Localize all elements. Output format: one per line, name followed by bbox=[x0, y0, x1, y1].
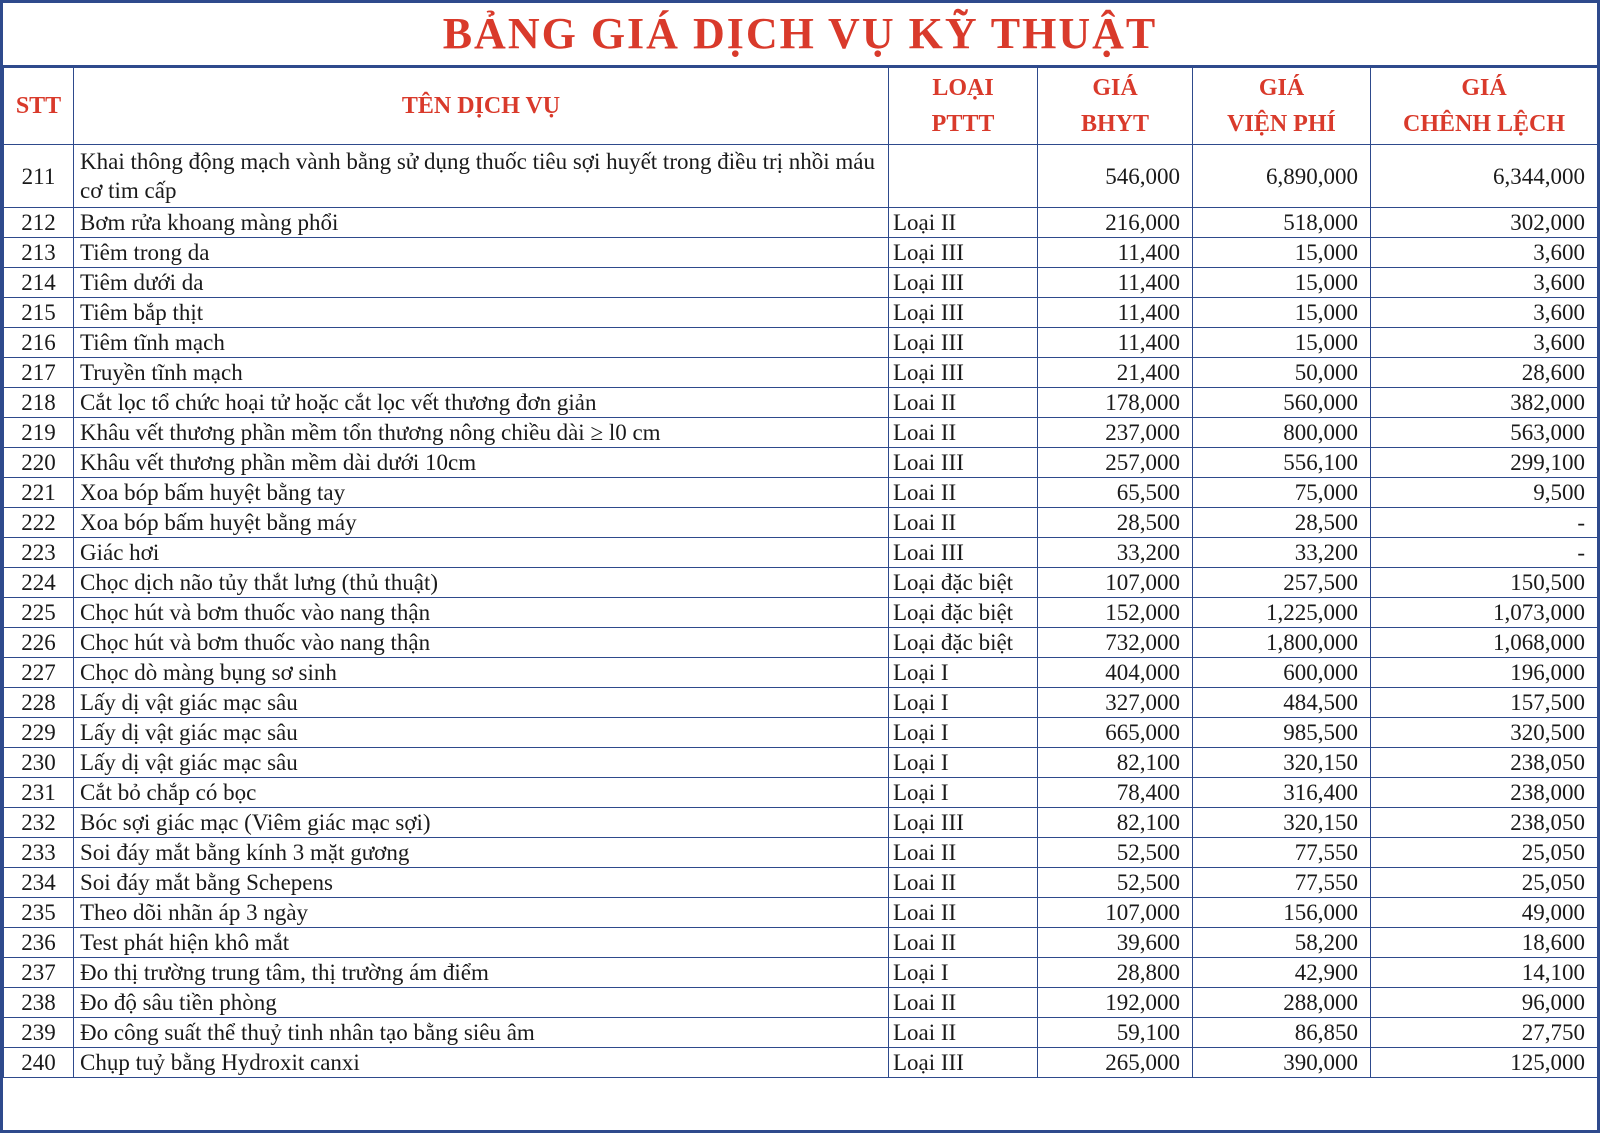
cell-hospital-fee: 42,900 bbox=[1193, 958, 1371, 988]
cell-bhyt-price: 192,000 bbox=[1038, 988, 1193, 1018]
cell-difference: 25,050 bbox=[1371, 838, 1598, 868]
cell-bhyt-price: 178,000 bbox=[1038, 388, 1193, 418]
cell-difference: 238,050 bbox=[1371, 748, 1598, 778]
cell-hospital-fee: 15,000 bbox=[1193, 268, 1371, 298]
cell-bhyt-price: 11,400 bbox=[1038, 268, 1193, 298]
cell-service-name: Tiêm bắp thịt bbox=[74, 298, 889, 328]
table-row bbox=[4, 238, 1598, 268]
cell-stt: 226 bbox=[4, 628, 74, 658]
table-row bbox=[4, 538, 1598, 568]
cell-bhyt-price: 11,400 bbox=[1038, 298, 1193, 328]
cell-stt: 238 bbox=[4, 988, 74, 1018]
cell-hospital-fee: 1,800,000 bbox=[1193, 628, 1371, 658]
cell-hospital-fee: 75,000 bbox=[1193, 478, 1371, 508]
cell-bhyt-price: 82,100 bbox=[1038, 808, 1193, 838]
table-row bbox=[4, 568, 1598, 598]
cell-type: Loại I bbox=[889, 778, 1038, 808]
cell-service-name: Soi đáy mắt bằng kính 3 mặt gương bbox=[74, 838, 889, 868]
header-bhyt-price bbox=[1038, 68, 1193, 145]
header-hospital-fee bbox=[1193, 68, 1371, 145]
cell-type: Loại III bbox=[889, 238, 1038, 268]
cell-stt: 237 bbox=[4, 958, 74, 988]
cell-type: Loại I bbox=[889, 658, 1038, 688]
table-row bbox=[4, 298, 1598, 328]
table-row bbox=[4, 358, 1598, 388]
cell-stt: 211 bbox=[4, 145, 74, 208]
cell-bhyt-price: 28,800 bbox=[1038, 958, 1193, 988]
table-row bbox=[4, 718, 1598, 748]
header-type-line2: PTTT bbox=[931, 111, 995, 137]
cell-stt: 221 bbox=[4, 478, 74, 508]
cell-stt: 232 bbox=[4, 808, 74, 838]
cell-stt: 235 bbox=[4, 898, 74, 928]
cell-hospital-fee: 77,550 bbox=[1193, 868, 1371, 898]
cell-bhyt-price: 257,000 bbox=[1038, 448, 1193, 478]
cell-difference: 157,500 bbox=[1371, 688, 1598, 718]
table-row bbox=[4, 658, 1598, 688]
cell-type: Loai II bbox=[889, 478, 1038, 508]
table-row bbox=[4, 1048, 1598, 1078]
cell-service-name: Soi đáy mắt bằng Schepens bbox=[74, 868, 889, 898]
cell-stt: 239 bbox=[4, 1018, 74, 1048]
cell-type: Loại III bbox=[889, 268, 1038, 298]
cell-bhyt-price: 59,100 bbox=[1038, 1018, 1193, 1048]
cell-stt: 231 bbox=[4, 778, 74, 808]
cell-difference: 27,750 bbox=[1371, 1018, 1598, 1048]
cell-type: Loai II bbox=[889, 388, 1038, 418]
cell-stt: 225 bbox=[4, 598, 74, 628]
cell-service-name: Lấy dị vật giác mạc sâu bbox=[74, 688, 889, 718]
cell-service-name: Theo dõi nhãn áp 3 ngày bbox=[74, 898, 889, 928]
header-type-line1: LOẠI bbox=[932, 75, 994, 101]
cell-difference: 6,344,000 bbox=[1371, 145, 1598, 208]
cell-difference: 302,000 bbox=[1371, 208, 1598, 238]
cell-difference: 3,600 bbox=[1371, 238, 1598, 268]
cell-hospital-fee: 316,400 bbox=[1193, 778, 1371, 808]
cell-type: Loai III bbox=[889, 538, 1038, 568]
cell-service-name: Khai thông động mạch vành bằng sử dụng thuốc tiêu sợi huyết trong điều trị nhồi máu cơ tim cấp bbox=[74, 145, 889, 208]
cell-difference: 9,500 bbox=[1371, 478, 1598, 508]
table-row bbox=[4, 778, 1598, 808]
header-bhyt-line1: GIÁ bbox=[1092, 75, 1138, 101]
table-row bbox=[4, 838, 1598, 868]
cell-stt: 213 bbox=[4, 238, 74, 268]
header-chenhlech-line2: CHÊNH LỆCH bbox=[1402, 111, 1566, 137]
cell-stt: 217 bbox=[4, 358, 74, 388]
cell-service-name: Đo công suất thể thuỷ tinh nhân tạo bằng siêu âm bbox=[74, 1018, 889, 1048]
cell-type: Loại III bbox=[889, 808, 1038, 838]
cell-bhyt-price: 107,000 bbox=[1038, 898, 1193, 928]
cell-stt: 215 bbox=[4, 298, 74, 328]
cell-hospital-fee: 288,000 bbox=[1193, 988, 1371, 1018]
cell-stt: 224 bbox=[4, 568, 74, 598]
cell-difference: 125,000 bbox=[1371, 1048, 1598, 1078]
header-service-name: TÊN DỊCH VỤ bbox=[74, 68, 889, 145]
cell-stt: 236 bbox=[4, 928, 74, 958]
header-stt: STT bbox=[4, 68, 74, 145]
header-difference bbox=[1371, 68, 1598, 145]
cell-type: Loai II bbox=[889, 868, 1038, 898]
cell-service-name: Chọc dò màng bụng sơ sinh bbox=[74, 658, 889, 688]
cell-bhyt-price: 107,000 bbox=[1038, 568, 1193, 598]
table-row bbox=[4, 868, 1598, 898]
cell-service-name: Đo độ sâu tiền phòng bbox=[74, 988, 889, 1018]
cell-stt: 216 bbox=[4, 328, 74, 358]
cell-service-name: Lấy dị vật giác mạc sâu bbox=[74, 718, 889, 748]
cell-bhyt-price: 732,000 bbox=[1038, 628, 1193, 658]
table-header-row bbox=[4, 68, 1598, 145]
cell-hospital-fee: 518,000 bbox=[1193, 208, 1371, 238]
cell-hospital-fee: 33,200 bbox=[1193, 538, 1371, 568]
cell-bhyt-price: 82,100 bbox=[1038, 748, 1193, 778]
table-row bbox=[4, 448, 1598, 478]
cell-service-name: Khâu vết thương phần mềm dài dưới 10cm bbox=[74, 448, 889, 478]
cell-hospital-fee: 58,200 bbox=[1193, 928, 1371, 958]
cell-hospital-fee: 257,500 bbox=[1193, 568, 1371, 598]
cell-difference: 320,500 bbox=[1371, 718, 1598, 748]
table-row bbox=[4, 688, 1598, 718]
cell-type: Loai II bbox=[889, 418, 1038, 448]
cell-stt: 240 bbox=[4, 1048, 74, 1078]
cell-type: Loại I bbox=[889, 718, 1038, 748]
cell-bhyt-price: 33,200 bbox=[1038, 538, 1193, 568]
cell-service-name: Khâu vết thương phần mềm tổn thương nông chiều dài ≥ l0 cm bbox=[74, 418, 889, 448]
cell-stt: 214 bbox=[4, 268, 74, 298]
cell-type: Loai II bbox=[889, 988, 1038, 1018]
cell-type: Loại II bbox=[889, 208, 1038, 238]
cell-bhyt-price: 327,000 bbox=[1038, 688, 1193, 718]
cell-type: Loại III bbox=[889, 1048, 1038, 1078]
cell-difference: 3,600 bbox=[1371, 268, 1598, 298]
cell-service-name: Chọc hút và bơm thuốc vào nang thận bbox=[74, 598, 889, 628]
cell-service-name: Tiêm dưới da bbox=[74, 268, 889, 298]
page-title: BẢNG GIÁ DỊCH VỤ KỸ THUẬT bbox=[3, 3, 1597, 67]
cell-stt: 234 bbox=[4, 868, 74, 898]
cell-bhyt-price: 152,000 bbox=[1038, 598, 1193, 628]
cell-bhyt-price: 65,500 bbox=[1038, 478, 1193, 508]
cell-type: Loại I bbox=[889, 958, 1038, 988]
cell-bhyt-price: 28,500 bbox=[1038, 508, 1193, 538]
cell-hospital-fee: 600,000 bbox=[1193, 658, 1371, 688]
cell-difference: 25,050 bbox=[1371, 868, 1598, 898]
cell-type: Loại I bbox=[889, 688, 1038, 718]
cell-bhyt-price: 265,000 bbox=[1038, 1048, 1193, 1078]
table-row bbox=[4, 958, 1598, 988]
cell-hospital-fee: 86,850 bbox=[1193, 1018, 1371, 1048]
cell-difference: 196,000 bbox=[1371, 658, 1598, 688]
cell-hospital-fee: 560,000 bbox=[1193, 388, 1371, 418]
cell-hospital-fee: 484,500 bbox=[1193, 688, 1371, 718]
cell-difference: 96,000 bbox=[1371, 988, 1598, 1018]
cell-hospital-fee: 15,000 bbox=[1193, 298, 1371, 328]
table-row bbox=[4, 478, 1598, 508]
cell-bhyt-price: 52,500 bbox=[1038, 868, 1193, 898]
cell-service-name: Truyền tĩnh mạch bbox=[74, 358, 889, 388]
cell-hospital-fee: 1,225,000 bbox=[1193, 598, 1371, 628]
cell-difference: 3,600 bbox=[1371, 328, 1598, 358]
cell-service-name: Bơm rửa khoang màng phổi bbox=[74, 208, 889, 238]
cell-service-name: Lấy dị vật giác mạc sâu bbox=[74, 748, 889, 778]
cell-difference: 18,600 bbox=[1371, 928, 1598, 958]
cell-hospital-fee: 77,550 bbox=[1193, 838, 1371, 868]
cell-bhyt-price: 546,000 bbox=[1038, 145, 1193, 208]
table-row bbox=[4, 898, 1598, 928]
header-chenhlech-line1: GIÁ bbox=[1461, 75, 1507, 101]
table-row bbox=[4, 388, 1598, 418]
cell-difference: - bbox=[1371, 538, 1598, 568]
cell-stt: 230 bbox=[4, 748, 74, 778]
table-row bbox=[4, 208, 1598, 238]
cell-stt: 220 bbox=[4, 448, 74, 478]
cell-difference: 28,600 bbox=[1371, 358, 1598, 388]
cell-type bbox=[889, 145, 1038, 208]
cell-stt: 227 bbox=[4, 658, 74, 688]
table-row bbox=[4, 628, 1598, 658]
table-row bbox=[4, 268, 1598, 298]
cell-stt: 229 bbox=[4, 718, 74, 748]
table-row bbox=[4, 598, 1598, 628]
table-row bbox=[4, 928, 1598, 958]
cell-difference: 14,100 bbox=[1371, 958, 1598, 988]
cell-hospital-fee: 556,100 bbox=[1193, 448, 1371, 478]
table-row bbox=[4, 508, 1598, 538]
cell-hospital-fee: 15,000 bbox=[1193, 238, 1371, 268]
cell-type: Loại đặc biệt bbox=[889, 568, 1038, 598]
cell-type: Loại III bbox=[889, 328, 1038, 358]
cell-difference: 3,600 bbox=[1371, 298, 1598, 328]
cell-type: Loai II bbox=[889, 898, 1038, 928]
table-row bbox=[4, 988, 1598, 1018]
cell-hospital-fee: 156,000 bbox=[1193, 898, 1371, 928]
cell-type: Loại đặc biệt bbox=[889, 598, 1038, 628]
cell-hospital-fee: 6,890,000 bbox=[1193, 145, 1371, 208]
cell-type: Loai II bbox=[889, 928, 1038, 958]
table-row bbox=[4, 328, 1598, 358]
cell-hospital-fee: 320,150 bbox=[1193, 748, 1371, 778]
cell-hospital-fee: 320,150 bbox=[1193, 808, 1371, 838]
cell-service-name: Cắt lọc tổ chức hoại tử hoặc cắt lọc vết thương đơn giản bbox=[74, 388, 889, 418]
cell-bhyt-price: 11,400 bbox=[1038, 238, 1193, 268]
cell-bhyt-price: 237,000 bbox=[1038, 418, 1193, 448]
cell-type: Loai II bbox=[889, 508, 1038, 538]
cell-type: Loại III bbox=[889, 358, 1038, 388]
cell-hospital-fee: 985,500 bbox=[1193, 718, 1371, 748]
cell-service-name: Chọc dịch não tủy thắt lưng (thủ thuật) bbox=[74, 568, 889, 598]
cell-bhyt-price: 11,400 bbox=[1038, 328, 1193, 358]
cell-type: Loai II bbox=[889, 838, 1038, 868]
table-row bbox=[4, 808, 1598, 838]
header-vienphi-line2: VIỆN PHÍ bbox=[1227, 111, 1336, 137]
table-body bbox=[4, 145, 1598, 1078]
cell-difference: 1,068,000 bbox=[1371, 628, 1598, 658]
cell-type: Loai III bbox=[889, 448, 1038, 478]
cell-hospital-fee: 800,000 bbox=[1193, 418, 1371, 448]
cell-stt: 233 bbox=[4, 838, 74, 868]
cell-hospital-fee: 28,500 bbox=[1193, 508, 1371, 538]
cell-stt: 219 bbox=[4, 418, 74, 448]
cell-bhyt-price: 78,400 bbox=[1038, 778, 1193, 808]
cell-bhyt-price: 665,000 bbox=[1038, 718, 1193, 748]
cell-hospital-fee: 390,000 bbox=[1193, 1048, 1371, 1078]
cell-difference: 49,000 bbox=[1371, 898, 1598, 928]
cell-bhyt-price: 52,500 bbox=[1038, 838, 1193, 868]
cell-stt: 223 bbox=[4, 538, 74, 568]
cell-service-name: Chụp tuỷ bằng Hydroxit canxi bbox=[74, 1048, 889, 1078]
cell-type: Loai II bbox=[889, 1018, 1038, 1048]
cell-stt: 228 bbox=[4, 688, 74, 718]
cell-stt: 218 bbox=[4, 388, 74, 418]
price-table bbox=[3, 67, 1598, 1078]
table-row bbox=[4, 145, 1598, 208]
cell-difference: 563,000 bbox=[1371, 418, 1598, 448]
cell-difference: - bbox=[1371, 508, 1598, 538]
table-row bbox=[4, 748, 1598, 778]
cell-service-name: Tiêm trong da bbox=[74, 238, 889, 268]
cell-service-name: Cắt bỏ chắp có bọc bbox=[74, 778, 889, 808]
cell-service-name: Bóc sợi giác mạc (Viêm giác mạc sợi) bbox=[74, 808, 889, 838]
cell-type: Loại đặc biệt bbox=[889, 628, 1038, 658]
table-row bbox=[4, 1018, 1598, 1048]
cell-service-name: Test phát hiện khô mắt bbox=[74, 928, 889, 958]
cell-difference: 382,000 bbox=[1371, 388, 1598, 418]
cell-hospital-fee: 15,000 bbox=[1193, 328, 1371, 358]
cell-stt: 212 bbox=[4, 208, 74, 238]
cell-service-name: Xoa bóp bấm huyệt bằng máy bbox=[74, 508, 889, 538]
cell-difference: 238,050 bbox=[1371, 808, 1598, 838]
cell-bhyt-price: 404,000 bbox=[1038, 658, 1193, 688]
cell-hospital-fee: 50,000 bbox=[1193, 358, 1371, 388]
cell-stt: 222 bbox=[4, 508, 74, 538]
header-bhyt-line2: BHYT bbox=[1080, 111, 1149, 137]
cell-bhyt-price: 21,400 bbox=[1038, 358, 1193, 388]
cell-service-name: Xoa bóp bấm huyệt bằng tay bbox=[74, 478, 889, 508]
cell-service-name: Đo thị trường trung tâm, thị trường ám điểm bbox=[74, 958, 889, 988]
cell-difference: 238,000 bbox=[1371, 778, 1598, 808]
cell-type: Loại I bbox=[889, 748, 1038, 778]
cell-difference: 1,073,000 bbox=[1371, 598, 1598, 628]
table-row bbox=[4, 418, 1598, 448]
cell-service-name: Giác hơi bbox=[74, 538, 889, 568]
cell-type: Loại III bbox=[889, 298, 1038, 328]
cell-service-name: Chọc hút và bơm thuốc vào nang thận bbox=[74, 628, 889, 658]
cell-bhyt-price: 39,600 bbox=[1038, 928, 1193, 958]
cell-difference: 150,500 bbox=[1371, 568, 1598, 598]
cell-service-name: Tiêm tĩnh mạch bbox=[74, 328, 889, 358]
cell-bhyt-price: 216,000 bbox=[1038, 208, 1193, 238]
header-vienphi-line1: GIÁ bbox=[1258, 75, 1305, 101]
cell-difference: 299,100 bbox=[1371, 448, 1598, 478]
header-type bbox=[889, 68, 1038, 145]
